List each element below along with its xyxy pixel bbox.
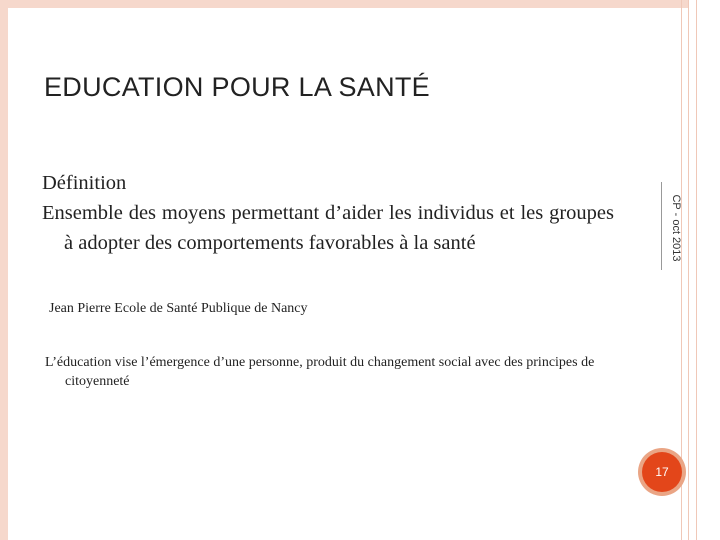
definition-heading: Définition — [42, 172, 127, 194]
source-citation: Jean Pierre Ecole de Santé Publique de Nancy — [49, 301, 308, 316]
slide-border-left — [0, 0, 8, 540]
slide-border-right — [688, 0, 689, 540]
side-label — [666, 188, 686, 268]
education-paragraph: L’éducation vise l’émergence d’une personne, produit du changement social avec des principes de citoyenneté — [45, 355, 595, 389]
slide-border-top — [0, 0, 688, 8]
page-number: 17 — [642, 452, 682, 492]
side-divider — [661, 182, 662, 270]
slide-title: EDUCATION POUR LA SANTÉ — [44, 72, 430, 102]
page-number-badge — [638, 448, 686, 496]
definition-text: Ensemble des moyens permettant d’aider les individus et les groupes à adopter des comportements favorables à la santé — [42, 202, 614, 254]
side-label-text: CP - oct 2013 — [670, 194, 682, 262]
definition-block — [42, 168, 614, 258]
slide-border-right — [696, 0, 697, 540]
